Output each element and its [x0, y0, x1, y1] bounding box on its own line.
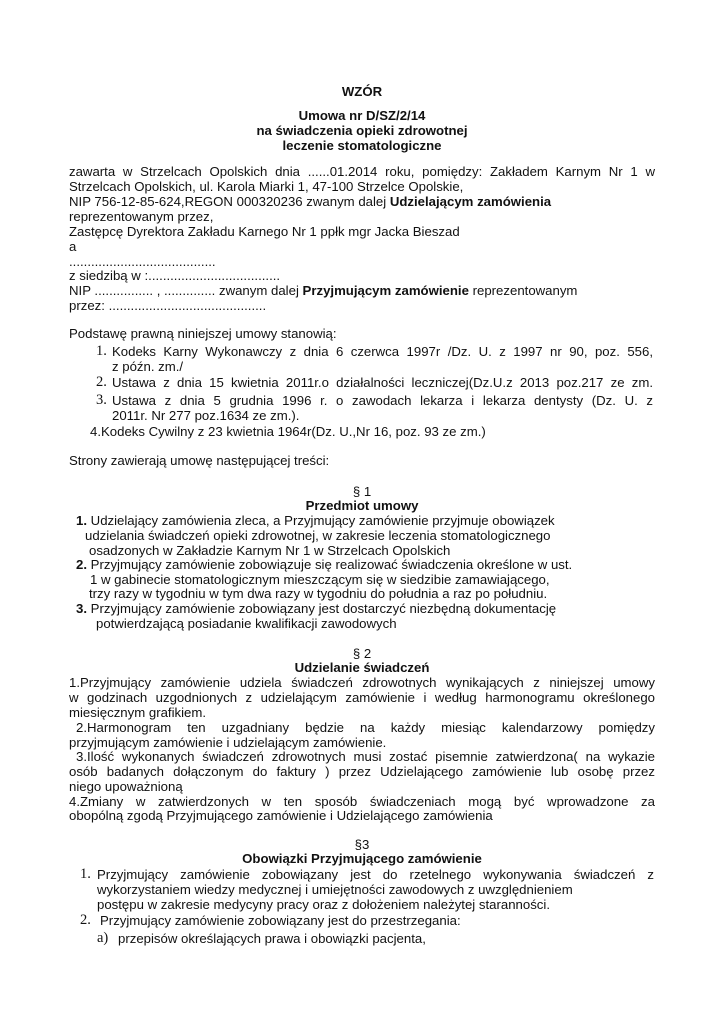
clause-line: 4.Zmiany w zatwierdzonych w ten sposób świadczeniach mogą być wprowadzone za [69, 794, 655, 809]
clause-line: osadzonych w Zakładzie Karnym Nr 1 w Strzelcach Opolskich [89, 543, 451, 558]
clause-line: trzy razy w tygodniu w tym dwa razy w tygodniu do południa a raz po południu. [89, 586, 548, 601]
clause-line: 3. Przyjmujący zamówienie zobowiązany jest dostarczyć niezbędną dokumentację [76, 601, 557, 616]
intro-line: Zastępcę Dyrektora Zakładu Karnego Nr 1 ppłk mgr Jacka Bieszad [69, 224, 460, 239]
legal-basis-item: Ustawa z dnia 5 grudnia 1996 r. o zawodach lekarza i lekarza dentysty (Dz. U. z [112, 393, 653, 408]
clause-line: przyjmującym zamówienie i udzielającym zamówienie. [69, 735, 387, 750]
template-label: WZÓR [341, 84, 383, 99]
intro-line: a [69, 239, 77, 254]
section-sign: § 1 [352, 484, 372, 499]
section-sign: § 2 [352, 646, 372, 661]
clause-line: 1. Udzielający zamówienia zleca, a Przyjmujący zamówienie przyjmuje obowiązek [76, 513, 555, 528]
intro-seat-line: z siedzibą w :.................................... [69, 268, 281, 283]
intro-line: Strzelcach Opolskich, ul. Karola Miarki 1, 47-100 Strzelce Opolskie, [69, 179, 464, 194]
section-sign: §3 [354, 837, 370, 852]
list-number: 1. [96, 343, 107, 359]
intro-line: NIP ................ , .............. zwanym dalej Przyjmującym zamówienie reprezentowanym [69, 283, 578, 298]
intro-line: NIP 756-12-85-624,REGON 000320236 zwanym dalej Udzielającym zamówienia [69, 194, 552, 209]
list-number: 2. [96, 374, 107, 390]
section-title: Przedmiot umowy [305, 498, 419, 513]
clause-line: w godzinach uzgodnionych z udzielającym zamówienie i według harmonogramu określonego [69, 690, 655, 705]
legal-basis-item: 2011r. Nr 277 poz.1634 ze zm.). [112, 408, 300, 423]
legal-basis-heading: Podstawę prawną niniejszej umowy stanowią: [69, 326, 337, 341]
list-number: 3. [96, 392, 107, 408]
intro-line: przez: ........................................... [69, 298, 267, 313]
list-letter: a) [97, 930, 109, 946]
clause-line: 2. Przyjmujący zamówienie zobowiązuje się realizować świadczenia określone w ust. [76, 557, 573, 572]
ordering-party-term: Udzielającym zamówienia [389, 194, 552, 209]
intro-line: reprezentowanym przez, [69, 209, 214, 224]
clause-line: niego upoważnioną [69, 779, 183, 794]
legal-basis-item: Kodeks Karny Wykonawczy z dnia 6 czerwca 1997r /Dz. U. z 1997 nr 90, poz. 556, [112, 344, 653, 359]
intro-blank-line: ........................................ [69, 254, 216, 269]
section-title: Obowiązki Przyjmującego zamówienie [242, 851, 482, 866]
list-number: 2. [80, 912, 91, 928]
clause-line: potwierdzającą posiadanie kwalifikacji zawodowych [96, 616, 397, 631]
clause-line: udzielania świadczeń opieki zdrowotnej, w zakresie leczenia stomatologicznego [85, 528, 551, 543]
clause-line: wykorzystaniem wiedzy medycznej i umiejętności zawodowych z uwzględnieniem [97, 882, 573, 897]
clause-line: obopólną zgodą Przyjmującego zamówienie i Udzielającego zamówienia [69, 808, 493, 823]
contract-subtitle: na świadczenia opieki zdrowotnej [256, 123, 468, 138]
contract-title: Umowa nr D/SZ/2/14 [298, 108, 426, 123]
clause-line: Przyjmujący zamówienie zobowiązany jest do przestrzegania: [100, 913, 461, 928]
parties-statement: Strony zawierają umowę następującej treści: [69, 453, 330, 468]
clause-line: 1.Przyjmujący zamówienie udziela świadczeń zdrowotnych wynikających z niniejszej umowy [69, 675, 655, 690]
clause-line: 1 w gabinecie stomatologicznym mieszczącym się w siedzibie zamawiającego, [90, 572, 550, 587]
clause-line: 2.Harmonogram ten uzgadniany będzie na każdy miesiąc kalendarzowy pomiędzy [76, 720, 655, 735]
contract-subtitle-scope: leczenie stomatologiczne [282, 138, 442, 153]
legal-basis-item: Ustawa z dnia 15 kwietnia 2011r.o działalności leczniczej(Dz.U.z 2013 poz.217 ze zm. [112, 375, 653, 390]
clause-line: przepisów określających prawa i obowiązki pacjenta, [118, 931, 426, 946]
legal-basis-item: 4.Kodeks Cywilny z 23 kwietnia 1964r(Dz. U.,Nr 16, poz. 93 ze zm.) [90, 424, 486, 439]
accepting-party-term: Przyjmującym zamówienie [302, 283, 469, 298]
legal-basis-item: z późn. zm./ [112, 359, 184, 374]
clause-line: 3.Ilość wykonanych świadczeń zdrowotnych musi zostać pisemnie zatwierdzona( na wykazie [76, 749, 655, 764]
clause-line: miesięcznym grafikiem. [69, 705, 207, 720]
section-title: Udzielanie świadczeń [294, 660, 430, 675]
clause-line: Przyjmujący zamówienie zobowiązany jest do rzetelnego wykonywania świadczeń z [97, 867, 654, 882]
intro-line: zawarta w Strzelcach Opolskich dnia ......01.2014 roku, pomiędzy: Zakładem Karnym Nr 1 w [69, 164, 655, 179]
clause-line: postępu w zakresie medycyny pracy oraz z dołożeniem należytej staranności. [97, 897, 550, 912]
clause-line: osób badanych dołączonym do faktury ) przez Udzielającego zamówienie lub osobę przez [69, 764, 655, 779]
list-number: 1. [80, 866, 91, 882]
